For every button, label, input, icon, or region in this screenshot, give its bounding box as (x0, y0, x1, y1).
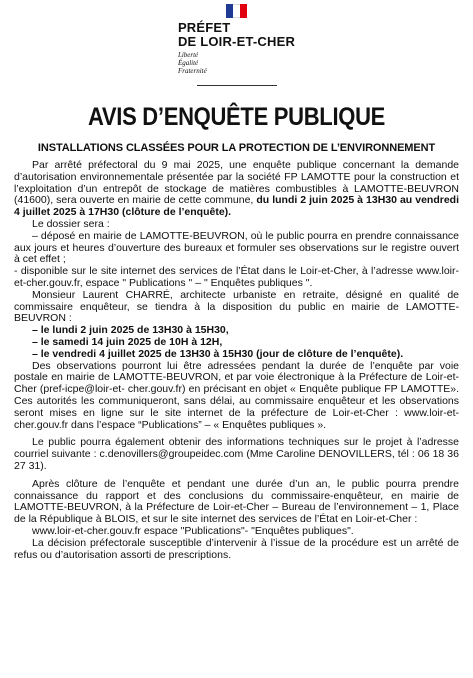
paragraph-observations: Des observations pourront lui être adressées pendant la durée de l’enquête par voie postale en mairie de LAMOTTE-BEUVRON, et par voie électronique à la Préfecture de Loir-et-Cher (pref-icpe@loir-et- cher.gouv.fr) en précisant en objet « Enquête publique FP LAMOTTE». Ces autorités les communiqueront, sans délai, au commissaire enquêteur et les observations seront mises en ligne sur le site internet de la préfecture de Loir-et-Cher : www.loir-et-cher.gouv.fr dans l’espace “Publications” – « Enquêtes publiques ». (14, 359, 459, 431)
paragraph-arrete-dates: du lundi 2 juin 2025 à 13H30 au vendredi 4 juillet 2025 à 17H30 (clôture de l’enquête). (14, 194, 459, 219)
motto-liberte: Liberté (177, 51, 199, 59)
paragraph-rapport: Après clôture de l’enquête et pendant une durée d’un an, le public pourra prendre connaissance du rapport et des conclusions du commissaire-enquêteur, en mairie de LAMOTTE-BEUVRON, à la Préfecture de Loir-et-Cher – Bureau de l’environnement – 1, Place de la République à BLOIS, et sur le site internet des services de l’État en Loir-et-Cher : (14, 477, 459, 526)
paragraph-depot-mairie: – déposé en mairie de LAMOTTE-BEUVRON, où le public pourra en prendre connaissance aux jours et heures d’ouverture des bureaux et formuler ses observations sur le registre ouvert à cet effet ; (14, 229, 459, 266)
republic-motto (178, 51, 295, 75)
prefecture-block (178, 21, 295, 75)
paragraph-site-publications: www.loir-et-cher.gouv.fr espace "Publications"- "Enquêtes publiques". (32, 524, 354, 537)
paragraph-commissaire: Monsieur Laurent CHARRÉ, architecte urbaniste en retraite, désigné en qualité de commissaire enquêteur, se tiendra à la disposition du public en mairie de LAMOTTE-BEUVRON : (14, 288, 459, 325)
marianne-flag-icon (226, 4, 248, 18)
notice-title: AVIS D’ENQUÊTE PUBLIQUE (87, 102, 386, 131)
prefecture-line1: PRÉFET (177, 20, 231, 35)
motto-egalite: Égalité (177, 59, 199, 67)
paragraph-decision: La décision préfectorale susceptible d’intervenir à l’issue de la procédure est un arrêté de refus ou d’autorisation assorti de prescriptions. (14, 536, 459, 561)
notice-body (14, 160, 459, 561)
paragraph-arrete-text: Par arrêté préfectoral du 9 mai 2025, une enquête publique concernant la demande d’autorisation environnementale présentée par la société FP LAMOTTE pour la construction et l’exploitation d’un entrepôt de stockage de matières combustibles à LAMOTTE-BEUVRON (41600), sera ouverte en mairie de cette commune, (14, 159, 459, 207)
permanence-item: – le vendredi 4 juillet 2025 de 13H30 à 15H30 (jour de clôture de l’enquête). (32, 347, 404, 360)
motto-fraternite: Fraternité (177, 67, 207, 75)
paragraph-contact: Le public pourra également obtenir des informations techniques sur le projet à l’adresse courriel suivante : c.denovillers@groupeidec.com (Mme Caroline DENOVILLERS, tél : 06 18 36 27 31). (14, 436, 459, 472)
header-divider (197, 85, 277, 86)
paragraph-arrete (14, 160, 459, 219)
paragraph-dossier: Le dossier sera : (32, 217, 110, 230)
paragraph-site-internet: - disponible sur le site internet des services de l’État dans le Loir-et-Cher, à l’adresse www.loir-et-cher.gouv.fr, espace " Publications " – " Enquêtes publiques ". (14, 265, 459, 289)
permanence-item: – le samedi 14 juin 2025 de 10H à 12H, (32, 335, 223, 348)
prefecture-header (0, 4, 473, 86)
notice-subtitle: INSTALLATIONS CLASSÉES POUR LA PROTECTION DE L’ENVIRONNEMENT (37, 142, 436, 154)
permanence-item: – le lundi 2 juin 2025 de 13H30 à 15H30, (32, 324, 229, 337)
prefecture-line2: DE LOIR-ET-CHER (177, 34, 296, 49)
